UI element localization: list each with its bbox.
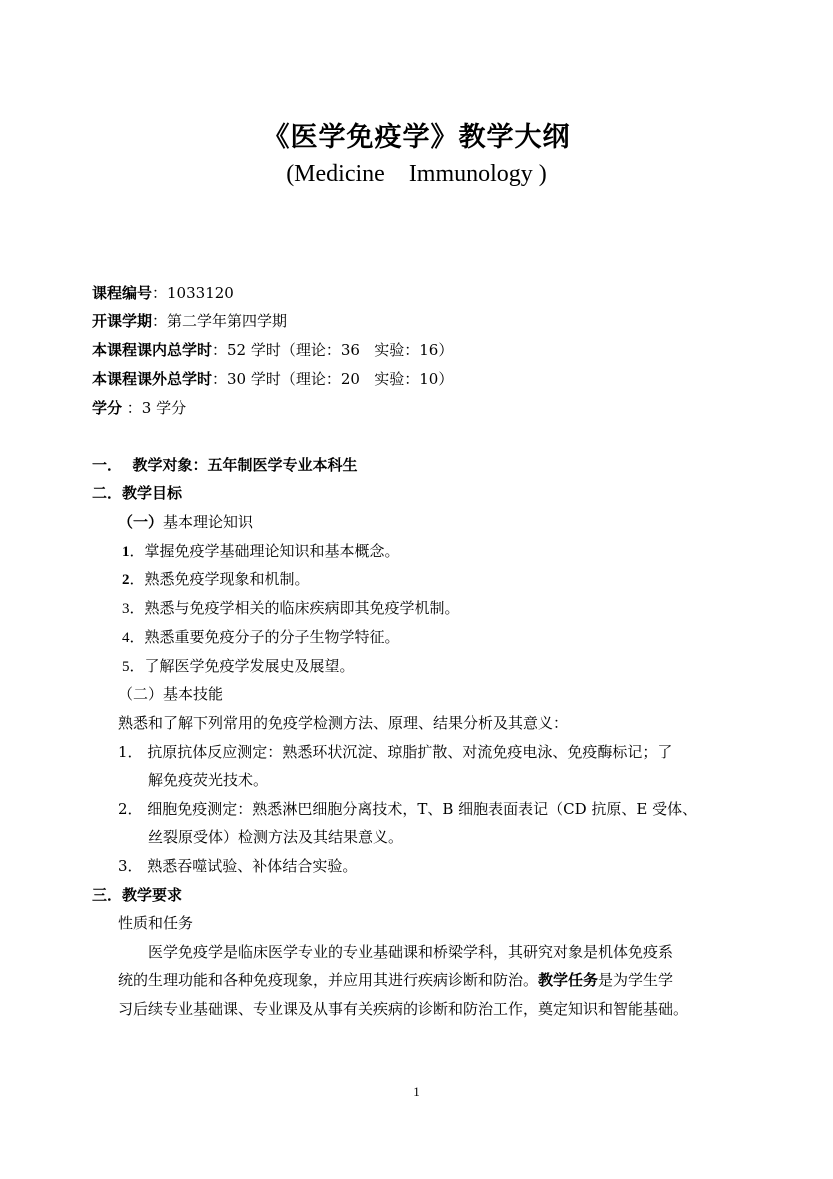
list-item-text: ．掌握免疫学基础理论知识和基本概念。 [129, 542, 400, 560]
course-term-value: ：第二学年第四学期 [152, 312, 288, 330]
list-item-text: ．了解医学免疫学发展史及展望。 [129, 657, 355, 675]
skill-item-1-line-1: 1． 抗原抗体反应测定：熟悉环状沉淀、琼脂扩散、对流免疫电泳、免疫酶标记；了 [118, 743, 673, 761]
list-item-text: ．熟悉重要免疫分子的分子生物学特征。 [129, 628, 400, 646]
list-item-number: 1 [122, 544, 130, 560]
document-subtitle: (Medicine Immunology ) [286, 161, 547, 187]
list-item-text: ．熟悉与免疫学相关的临床疾病即其免疫学机制。 [129, 599, 460, 617]
subsection-basic-theory [118, 512, 253, 532]
list-item-number: 2 [122, 572, 130, 588]
section-3-heading: 三．教学要求 [92, 886, 183, 904]
skill-item-1-line-2: 解免疫荧光技术。 [148, 771, 269, 789]
nature-and-task-heading: 性质和任务 [118, 914, 194, 932]
subsection-basic-theory-title: 基本理论知识 [163, 513, 254, 531]
section-1-heading: 一． 教学对象：五年制医学专业本科生 [92, 456, 358, 474]
course-term-label: 开课学期 [92, 312, 153, 330]
out-class-hours-value: ：30 学时（理论：20 实验：10） [212, 370, 454, 388]
credit-label: 学分 [92, 399, 123, 417]
out-class-hours-line [92, 369, 453, 389]
list-item [122, 569, 310, 590]
paragraph-line-2-start: 统的生理功能和各种免疫现象，并应用其进行疾病诊断和防治。 [118, 971, 539, 989]
teaching-task-emphasis: 教学任务 [538, 971, 599, 989]
subsection-basic-skills: （二）基本技能 [118, 685, 224, 703]
list-item [122, 627, 400, 648]
out-class-hours-label: 本课程课外总学时 [92, 370, 213, 388]
list-item-number: 4 [122, 630, 130, 646]
credit-line [92, 398, 186, 418]
section-2-heading: 二．教学目标 [92, 484, 183, 502]
list-item-text: ．熟悉免疫学现象和机制。 [129, 570, 310, 588]
list-item-number: 3 [122, 601, 130, 617]
subsection-basic-theory-number: （一） [118, 513, 164, 531]
document-title: 《医学免疫学》教学大纲 [262, 122, 571, 153]
credit-value: ：3 学分 [122, 399, 187, 417]
course-code-label: 课程编号 [92, 284, 153, 302]
list-item [122, 541, 400, 562]
list-item [122, 656, 355, 677]
skill-item-2-line-2: 丝裂原受体）检测方法及其结果意义。 [148, 828, 404, 846]
paragraph-line-2-end: 是为学生学 [598, 971, 674, 989]
course-code-line [92, 283, 234, 303]
paragraph-line-3: 习后续专业基础课、专业课及从事有关疾病的诊断和防治工作，奠定知识和智能基础。 [118, 1000, 689, 1018]
in-class-hours-label: 本课程课内总学时 [92, 341, 213, 359]
skill-item-2-line-1: 2． 细胞免疫测定：熟悉淋巴细胞分离技术，T、B 细胞表面表记（CD 抗原、E 受体、 [118, 800, 698, 818]
in-class-hours-line [92, 340, 453, 360]
list-item-number: 5 [122, 659, 130, 675]
skill-item-3: 3． 熟悉吞噬试验、补体结合实验。 [118, 857, 358, 875]
in-class-hours-value: ：52 学时（理论：36 实验：16） [212, 341, 454, 359]
course-code-value: ：1033120 [152, 284, 234, 302]
list-item [122, 598, 460, 619]
page-number: 1 [413, 1084, 420, 1099]
paragraph-line-1: 医学免疫学是临床医学专业的专业基础课和桥梁学科，其研究对象是机体免疫系 [148, 943, 674, 961]
skills-intro: 熟悉和了解下列常用的免疫学检测方法、原理、结果分析及其意义： [118, 714, 569, 732]
paragraph-line-2 [118, 970, 673, 990]
course-term-line [92, 311, 287, 331]
